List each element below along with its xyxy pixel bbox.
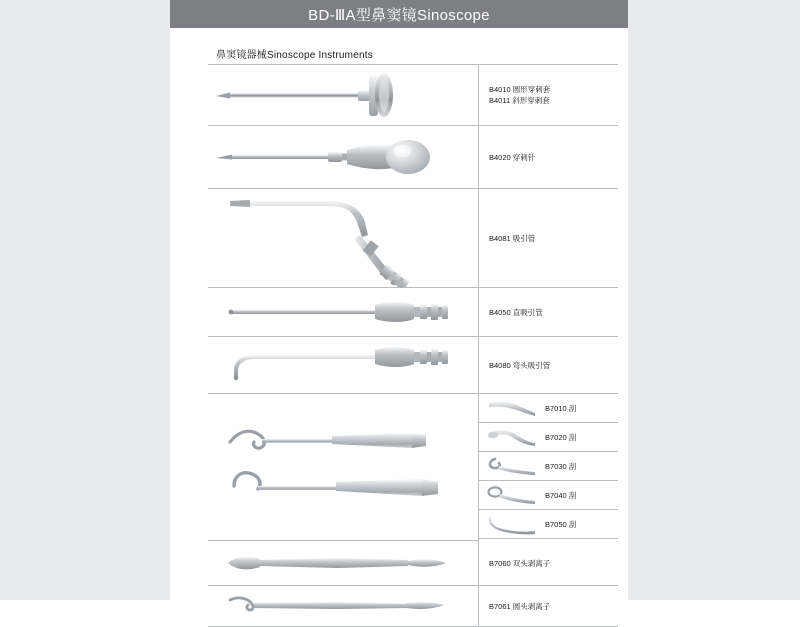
code-line: B4011 斜形穿刺套	[489, 96, 550, 105]
table-row	[208, 541, 618, 586]
table-row	[208, 65, 618, 126]
header-title: BD-ⅢA型鼻窦镜Sinoscope	[308, 6, 490, 24]
curette-images	[208, 394, 478, 541]
instrument-codes	[478, 337, 618, 393]
code-line: B4080 弯头吸引管	[489, 360, 551, 370]
subrow-b7010	[479, 394, 618, 423]
code-line: B4010 圆形穿刺套	[489, 85, 551, 94]
code-line: B7060 双头剥离子	[489, 558, 551, 568]
subrow-b7040	[479, 481, 618, 510]
instrument-image-suction-tube-straight	[208, 288, 478, 336]
tip-ring-loop-icon	[485, 484, 541, 506]
tip-label: B7040 刮	[545, 490, 577, 500]
instrument-codes	[478, 586, 618, 626]
instrument-codes	[478, 65, 618, 125]
code-line: B4020 穿刺针	[489, 152, 536, 162]
table-row	[208, 189, 618, 288]
code-line: B4050 直吸引管	[489, 307, 543, 317]
tip-curved-blade-icon	[485, 397, 541, 419]
instrument-image-puncture-needle	[208, 126, 478, 188]
tip-spoon-curved-icon	[485, 426, 541, 448]
page-header	[170, 0, 628, 28]
instrument-image-suction-tube-angled	[208, 337, 478, 393]
table-row	[208, 126, 618, 189]
code-line: B7061 圆头剥离子	[489, 601, 551, 611]
section-title: 鼻窦镜器械Sinoscope Instruments	[216, 50, 373, 61]
left-margin-bar	[0, 0, 170, 600]
curette-group	[208, 394, 618, 541]
code-line: B4081 吸引管	[489, 233, 536, 243]
instrument-image-trocar-t-handle	[208, 65, 478, 125]
instrument-codes	[478, 288, 618, 336]
instrument-codes	[478, 189, 618, 287]
tip-label: B7020 刮	[545, 432, 577, 442]
tip-list	[478, 394, 618, 541]
instrument-table	[208, 64, 618, 627]
page-content	[170, 28, 628, 611]
table-row	[208, 337, 618, 394]
instrument-image-suction-tube-curved	[208, 189, 478, 287]
right-margin-bar	[628, 0, 800, 600]
tip-long-curve-icon	[485, 513, 541, 535]
subrow-b7050	[479, 510, 618, 539]
tip-label: B7030 刮	[545, 461, 577, 471]
tip-hook-small-icon	[485, 455, 541, 477]
table-row	[208, 288, 618, 337]
instrument-codes	[478, 126, 618, 188]
instrument-image-double-ended-elevator	[208, 541, 478, 585]
tip-label: B7050 刮	[545, 519, 577, 529]
instrument-image-round-head-elevator	[208, 586, 478, 626]
table-row	[208, 586, 618, 627]
tip-label: B7010 刮	[545, 403, 577, 413]
subrow-b7030	[479, 452, 618, 481]
instrument-codes	[478, 541, 618, 585]
subrow-b7020	[479, 423, 618, 452]
